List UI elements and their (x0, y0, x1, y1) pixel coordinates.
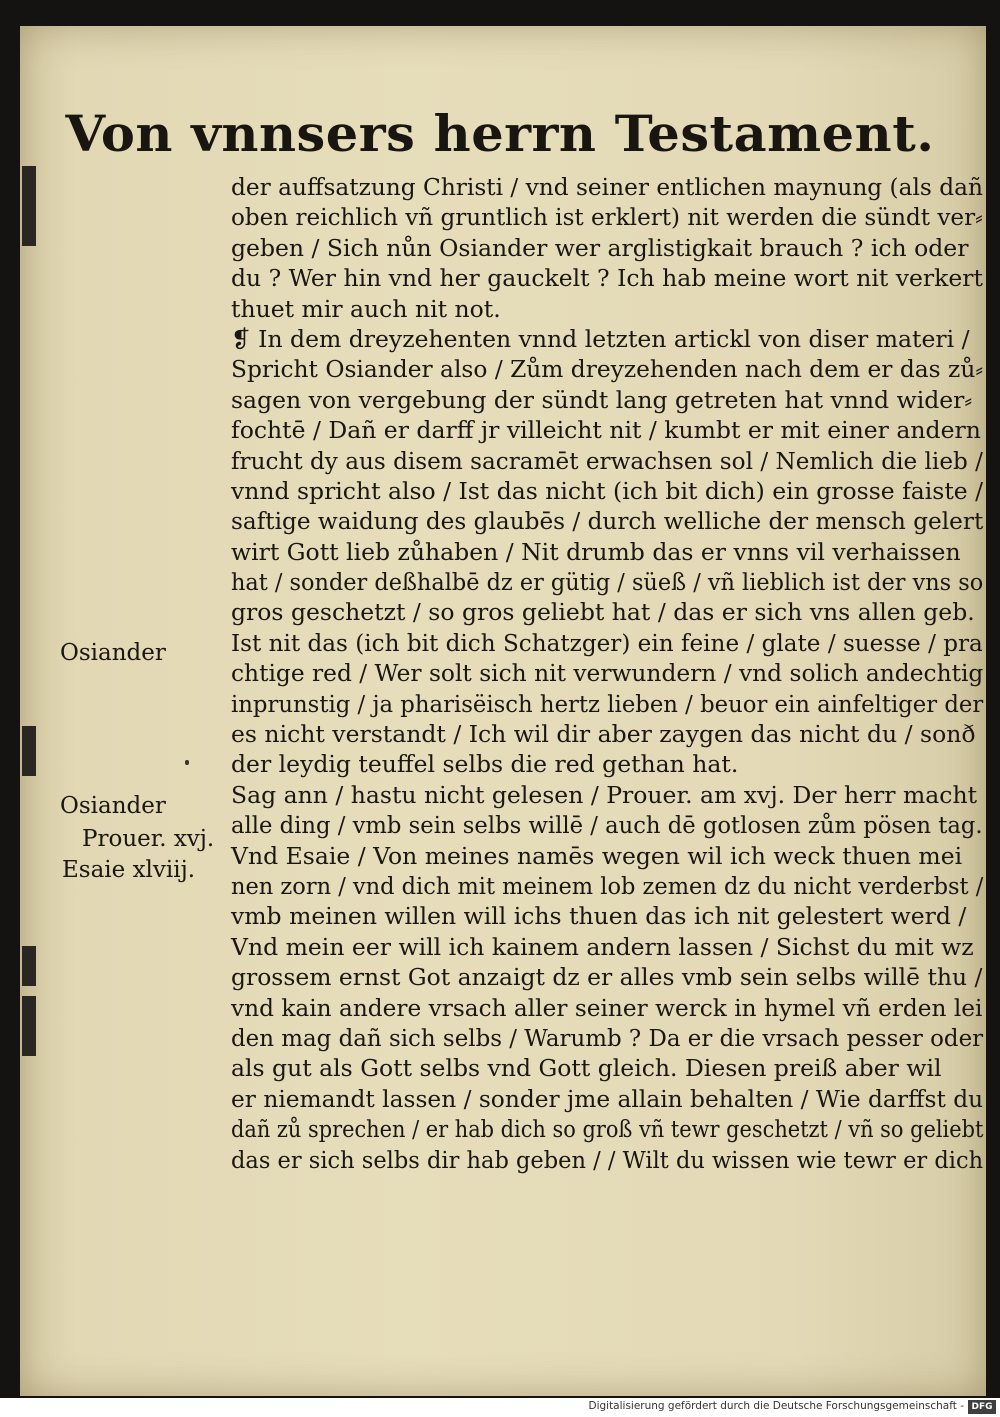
text-line: vnd kain andere vrsach aller seiner werck in hymel vñ erden lei (231, 993, 983, 1022)
body-text (231, 172, 983, 1175)
text-line: gros geschetzt / so gros geliebt hat / das er sich vns allen geb. (231, 598, 975, 627)
text-line: Vnd Esaie / Von meines namēs wegen wil ich weck thuen mei (231, 841, 963, 870)
text-line: der auffsatzung Christi / vnd seiner entlichen maynung (als dañ (231, 173, 983, 201)
running-head: Von vnnsers herrn Testament. (65, 104, 935, 163)
text-line: als gut als Gott selbs vnd Gott gleich. Diesen preiß aber wil (231, 1054, 942, 1083)
margin-note-prouer: Prouer. xvj. (82, 826, 215, 852)
text-line: sagen von vergebung der sündt lang getreten hat vnnd wider⸗ (231, 385, 973, 414)
text-line: das er sich selbs dir hab geben / / Wilt du wissen wie tewr er dich (231, 1145, 984, 1174)
text-line: frucht dy aus disem sacramēt erwachsen sol / Nemlich die lieb / (231, 446, 983, 475)
text-line: saftige waidung des glaubēs / durch welliche der mensch gelert (231, 507, 984, 536)
text-line: Spricht Osiander also / Zům dreyzehenden nach dem er das zů⸗ (231, 355, 984, 384)
binding-mark (22, 946, 36, 986)
margin-note-esaie: Esaie xlviij. (62, 857, 196, 883)
text-line: thuet mir auch nit not. (231, 294, 501, 323)
text-line: Ist nit das (ich bit dich Schatzger) ein feine / glate / suesse / pra (231, 628, 983, 657)
text-line: ❡ In dem dreyzehenten vnnd letzten artickl von diser materi / (231, 324, 970, 353)
text-line: inprunstig / ja pharisëisch hertz lieben / beuor ein ainfeltiger der (231, 689, 984, 718)
footer-credit: Digitalisierung gefördert durch die Deutsche Forschungsgemeinschaft - (588, 1400, 964, 1412)
text-line: dañ zů sprechen / er hab dich so groß vñ tewr geschetzt / vñ so geliebt (231, 1115, 984, 1144)
text-line: nen zorn / vnd dich mit meinem lob zemen dz du nicht verderbst / (231, 871, 984, 900)
binding-mark (22, 996, 36, 1056)
page-binding-edge (20, 146, 42, 1066)
text-line: alle ding / vmb sein selbs willē / auch dē gotlosen zům pösen tag. (231, 811, 983, 840)
text-line: der leydig teuffel selbs die red gethan hat. (231, 750, 739, 779)
digitization-footer (0, 1398, 1000, 1417)
text-line: vnnd spricht also / Ist das nicht (ich bit dich) ein grosse faiste / (231, 476, 984, 505)
margin-note-osiander-2: Osiander (60, 793, 166, 819)
ink-speck (185, 760, 189, 765)
text-line: du ? Wer hin vnd her gauckelt ? Ich hab meine wort nit verkert (231, 264, 983, 293)
text-line: Vnd mein eer will ich kainem andern lassen / Sichst du mit wz (231, 932, 974, 961)
text-line: den mag dañ sich selbs / Warumb ? Da er die vrsach pesser oder (231, 1023, 984, 1052)
text-line: er niemandt lassen / sonder jme allain behalten / Wie darffst du (231, 1084, 984, 1113)
text-line: fochtē / Dañ er darff jr villeicht nit / kumbt er mit einer andern (231, 416, 981, 445)
text-line: es nicht verstandt / Ich wil dir aber zaygen das nicht du / sonð (231, 720, 976, 749)
binding-mark (22, 726, 36, 776)
text-line: oben reichlich vñ gruntlich ist erklert) nit werden die sündt ver⸗ (231, 203, 983, 232)
text-line: geben / Sich nůn Osiander wer arglistigkait brauch ? ich oder (231, 233, 969, 262)
text-line: chtige red / Wer solt sich nit verwundern / vnd solich andechtig (231, 659, 984, 688)
text-line: Sag ann / hastu nicht gelesen / Prouer. am xvj. Der herr macht (231, 780, 978, 809)
binding-mark (22, 166, 36, 246)
dfg-logo: DFG (968, 1400, 996, 1414)
text-line: wirt Gott lieb zůhaben / Nit drumb das er vnns vil verhaissen (231, 537, 961, 566)
margin-note-osiander-1: Osiander (60, 640, 166, 666)
text-line: hat / sonder deßhalbē dz er gütig / süeß / vñ lieblich ist der vns so (231, 568, 984, 597)
text-line: vmb meinen willen will ichs thuen das ich nit gelestert werd / (231, 902, 967, 931)
text-line: grossem ernst Got anzaigt dz er alles vmb sein selbs willē thu / (231, 963, 983, 992)
